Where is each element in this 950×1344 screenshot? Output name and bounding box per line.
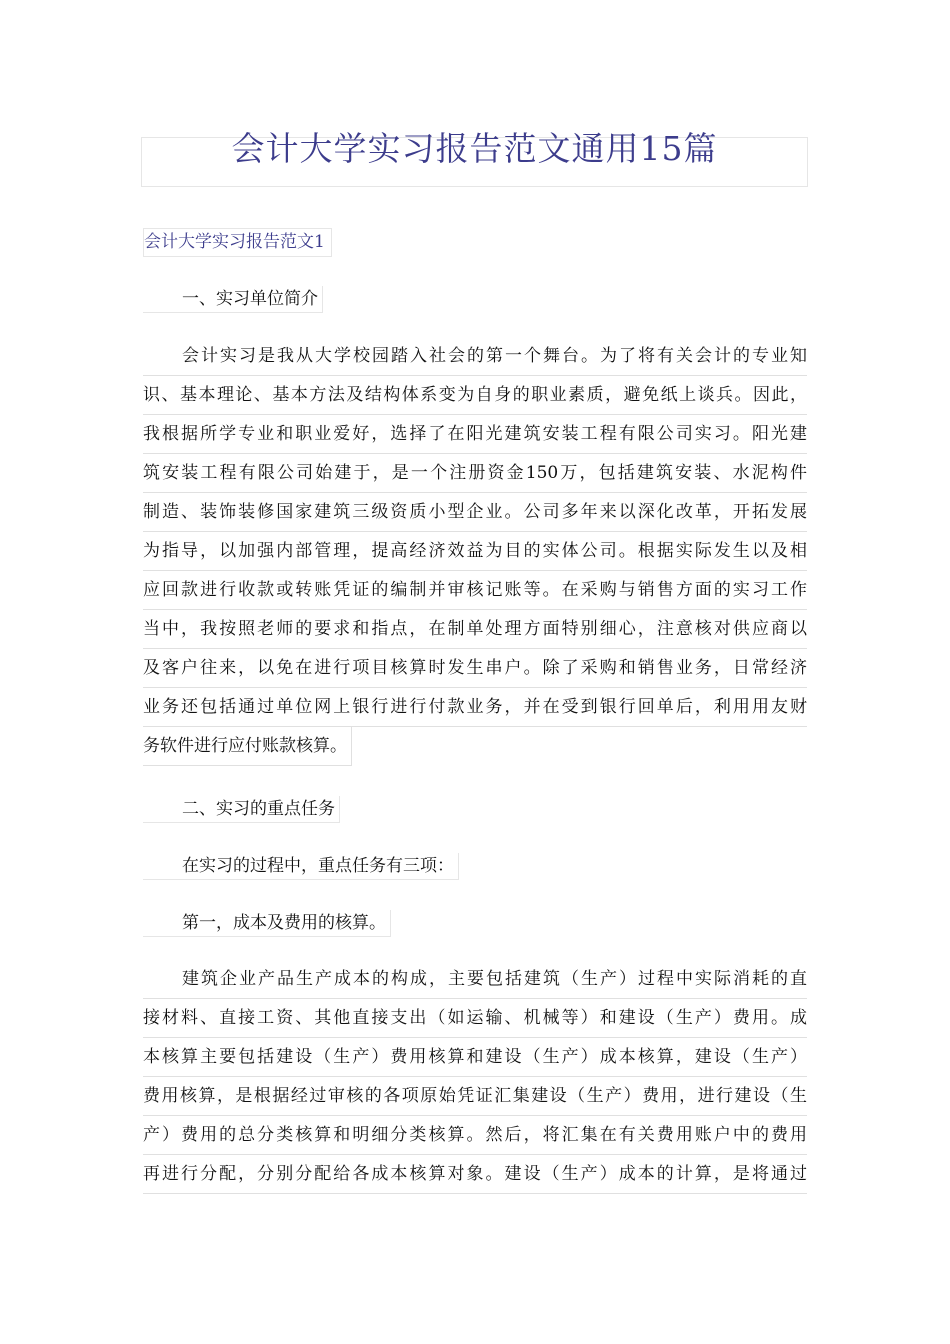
paragraph-3: 第一，成本及费用的核算。 [143,910,391,937]
text-line: 本核算主要包括建设（生产）费用核算和建设（生产）成本核算，建设（生产） [143,1038,807,1077]
text-line: 制造、装饰装修国家建筑三级资质小型企业。公司多年来以深化改革，开拓发展 [143,493,807,532]
text-line: 业务还包括通过单位网上银行进行付款业务，并在受到银行回单后，利用用友财 [143,688,807,727]
text-line: 筑安装工程有限公司始建于，是一个注册资金150万，包括建筑安装、水泥构件 [143,454,807,493]
text-line: 我根据所学专业和职业爱好，选择了在阳光建筑安装工程有限公司实习。阳光建 [143,415,807,454]
paragraph-2: 在实习的过程中，重点任务有三项： [143,853,459,880]
text-line: 再进行分配，分别分配给各成本核算对象。建设（生产）成本的计算，是将通过 [143,1155,807,1194]
text-line: 会计实习是我从大学校园踏入社会的第一个舞台。为了将有关会计的专业知 [143,337,807,376]
text-line: 应回款进行收款或转账凭证的编制并审核记账等。在采购与销售方面的实习工作 [143,571,807,610]
text-line: 为指导，以加强内部管理，提高经济效益为目的实体公司。根据实际发生以及相 [143,532,807,571]
text-line: 识、基本理论、基本方法及结构体系变为自身的职业素质，避免纸上谈兵。因此， [143,376,807,415]
paragraph-1 [143,337,807,770]
text-line: 当中，我按照老师的要求和指点，在制单处理方面特别细心，注意核对供应商以 [143,610,807,649]
text-line: 接材料、直接工资、其他直接支出（如运输、机械等）和建设（生产）费用。成 [143,999,807,1038]
section-heading-1: 一、实习单位简介 [143,286,323,313]
text-line: 产）费用的总分类核算和明细分类核算。然后，将汇集在有关费用账户中的费用 [143,1116,807,1155]
article-subtitle: 会计大学实习报告范文1 [143,228,332,257]
text-line: 及客户往来，以免在进行项目核算时发生串户。除了采购和销售业务，日常经济 [143,649,807,688]
section-heading-2: 二、实习的重点任务 [143,796,340,823]
text-line: 建筑企业产品生产成本的构成，主要包括建筑（生产）过程中实际消耗的直 [143,960,807,999]
text-line: 务软件进行应付账款核算。 [143,727,352,766]
paragraph-4 [143,960,807,1194]
text-line: 费用核算，是根据经过审核的各项原始凭证汇集建设（生产）费用，进行建设（生 [143,1077,807,1116]
document-title: 会计大学实习报告范文通用15篇 [231,129,718,168]
